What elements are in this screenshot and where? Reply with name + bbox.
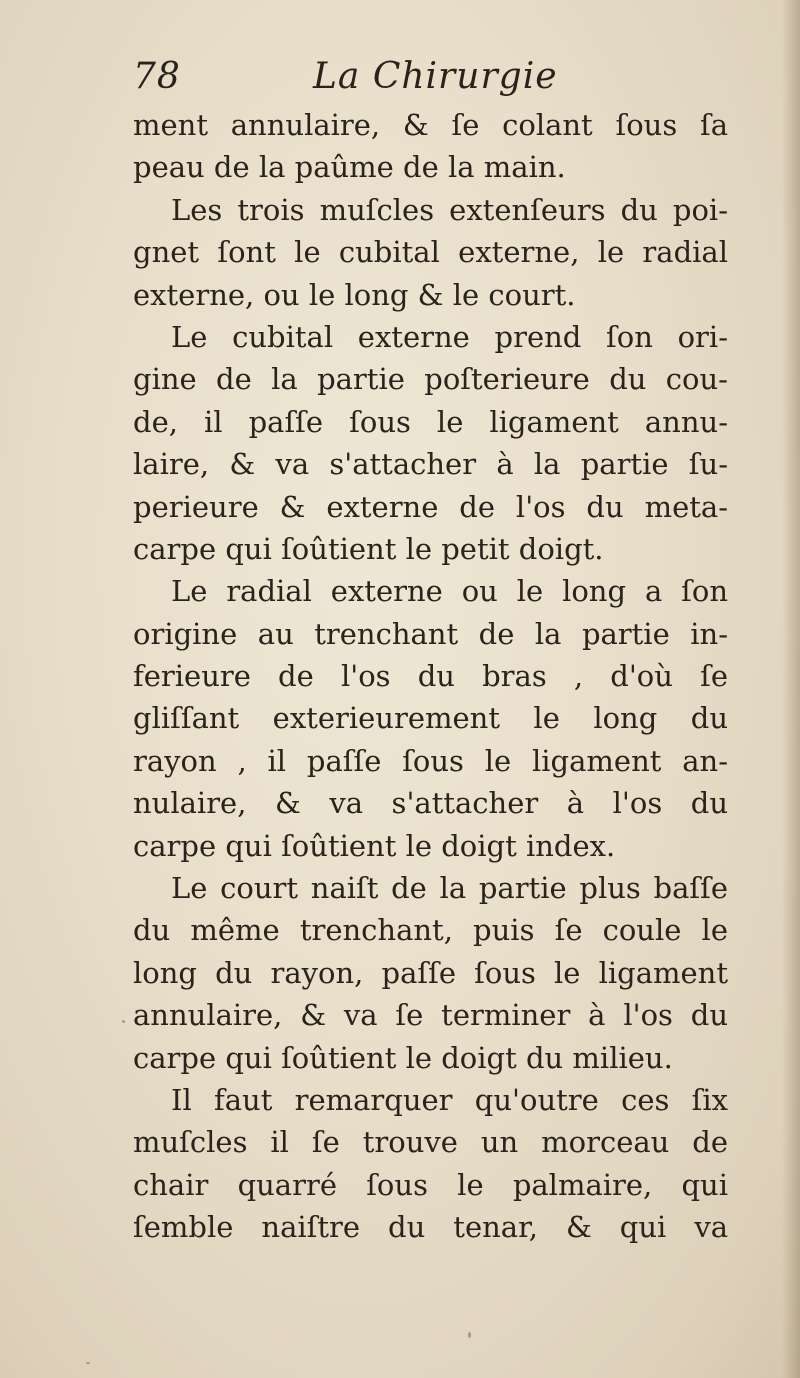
text-line: Les trois muſcles extenſeurs du poi- (171, 192, 728, 227)
page-edge-shadow (782, 0, 800, 1378)
text-line: Le court naiſt de la partie plus baſſe (171, 871, 728, 906)
text-line: chair quarré ſous le palmaire, qui (133, 1167, 728, 1202)
text-line: gnet ſont le cubital externe, le radial (133, 235, 728, 270)
text-line: rayon , il paſſe ſous le ligament an- (133, 743, 728, 778)
text-line: peau de la paûme de la main. (133, 150, 566, 185)
ink-speck (86, 1362, 90, 1364)
text-line: externe, ou le long & le court. (133, 277, 576, 312)
text-line: laire, & va s'attacher à la partie ſu- (133, 447, 728, 482)
text-line: ment annulaire, & ſe colant ſous ſa (133, 108, 728, 142)
text-line: muſcles il ſe trouve un morceau de (133, 1125, 728, 1160)
text-line: gliſſant exterieurement le long du (133, 701, 728, 736)
text-line: nulaire, & va s'attacher à l'os du (133, 786, 728, 821)
text-line: origine au trenchant de la partie in- (133, 616, 728, 651)
text-line: gine de la partie poſterieure du cou- (133, 362, 728, 397)
page-header (133, 56, 753, 106)
ink-speck (468, 1332, 471, 1338)
body-text (133, 104, 728, 1249)
text-line: carpe qui ſoûtient le doigt index. (133, 828, 616, 863)
text-line: ferieure de l'os du bras , d'où ſe (133, 659, 728, 694)
ink-speck (122, 1020, 125, 1023)
text-line: carpe qui ſoûtient le doigt du milieu. (133, 1040, 673, 1075)
text-line: Il faut remarquer qu'outre ces ſix (171, 1082, 728, 1117)
text-line: du même trenchant, puis ſe coule le (133, 913, 728, 948)
text-line: Le cubital externe prend ſon ori- (171, 319, 728, 354)
running-title: La Chirurgie (313, 56, 558, 97)
text-line: carpe qui ſoûtient le petit doigt. (133, 531, 604, 566)
text-line: de, il paſſe ſous le ligament annu- (133, 404, 728, 439)
text-line: Le radial externe ou le long a ſon (171, 574, 728, 609)
text-line: annulaire, & va ſe terminer à l'os du (133, 998, 728, 1033)
text-line: long du rayon, paſſe ſous le ligament (133, 955, 728, 990)
text-line: ſemble naiſtre du tenar, & qui va (133, 1210, 728, 1245)
text-line: perieure & externe de l'os du meta- (133, 489, 728, 524)
page-number: 78 (133, 56, 181, 97)
